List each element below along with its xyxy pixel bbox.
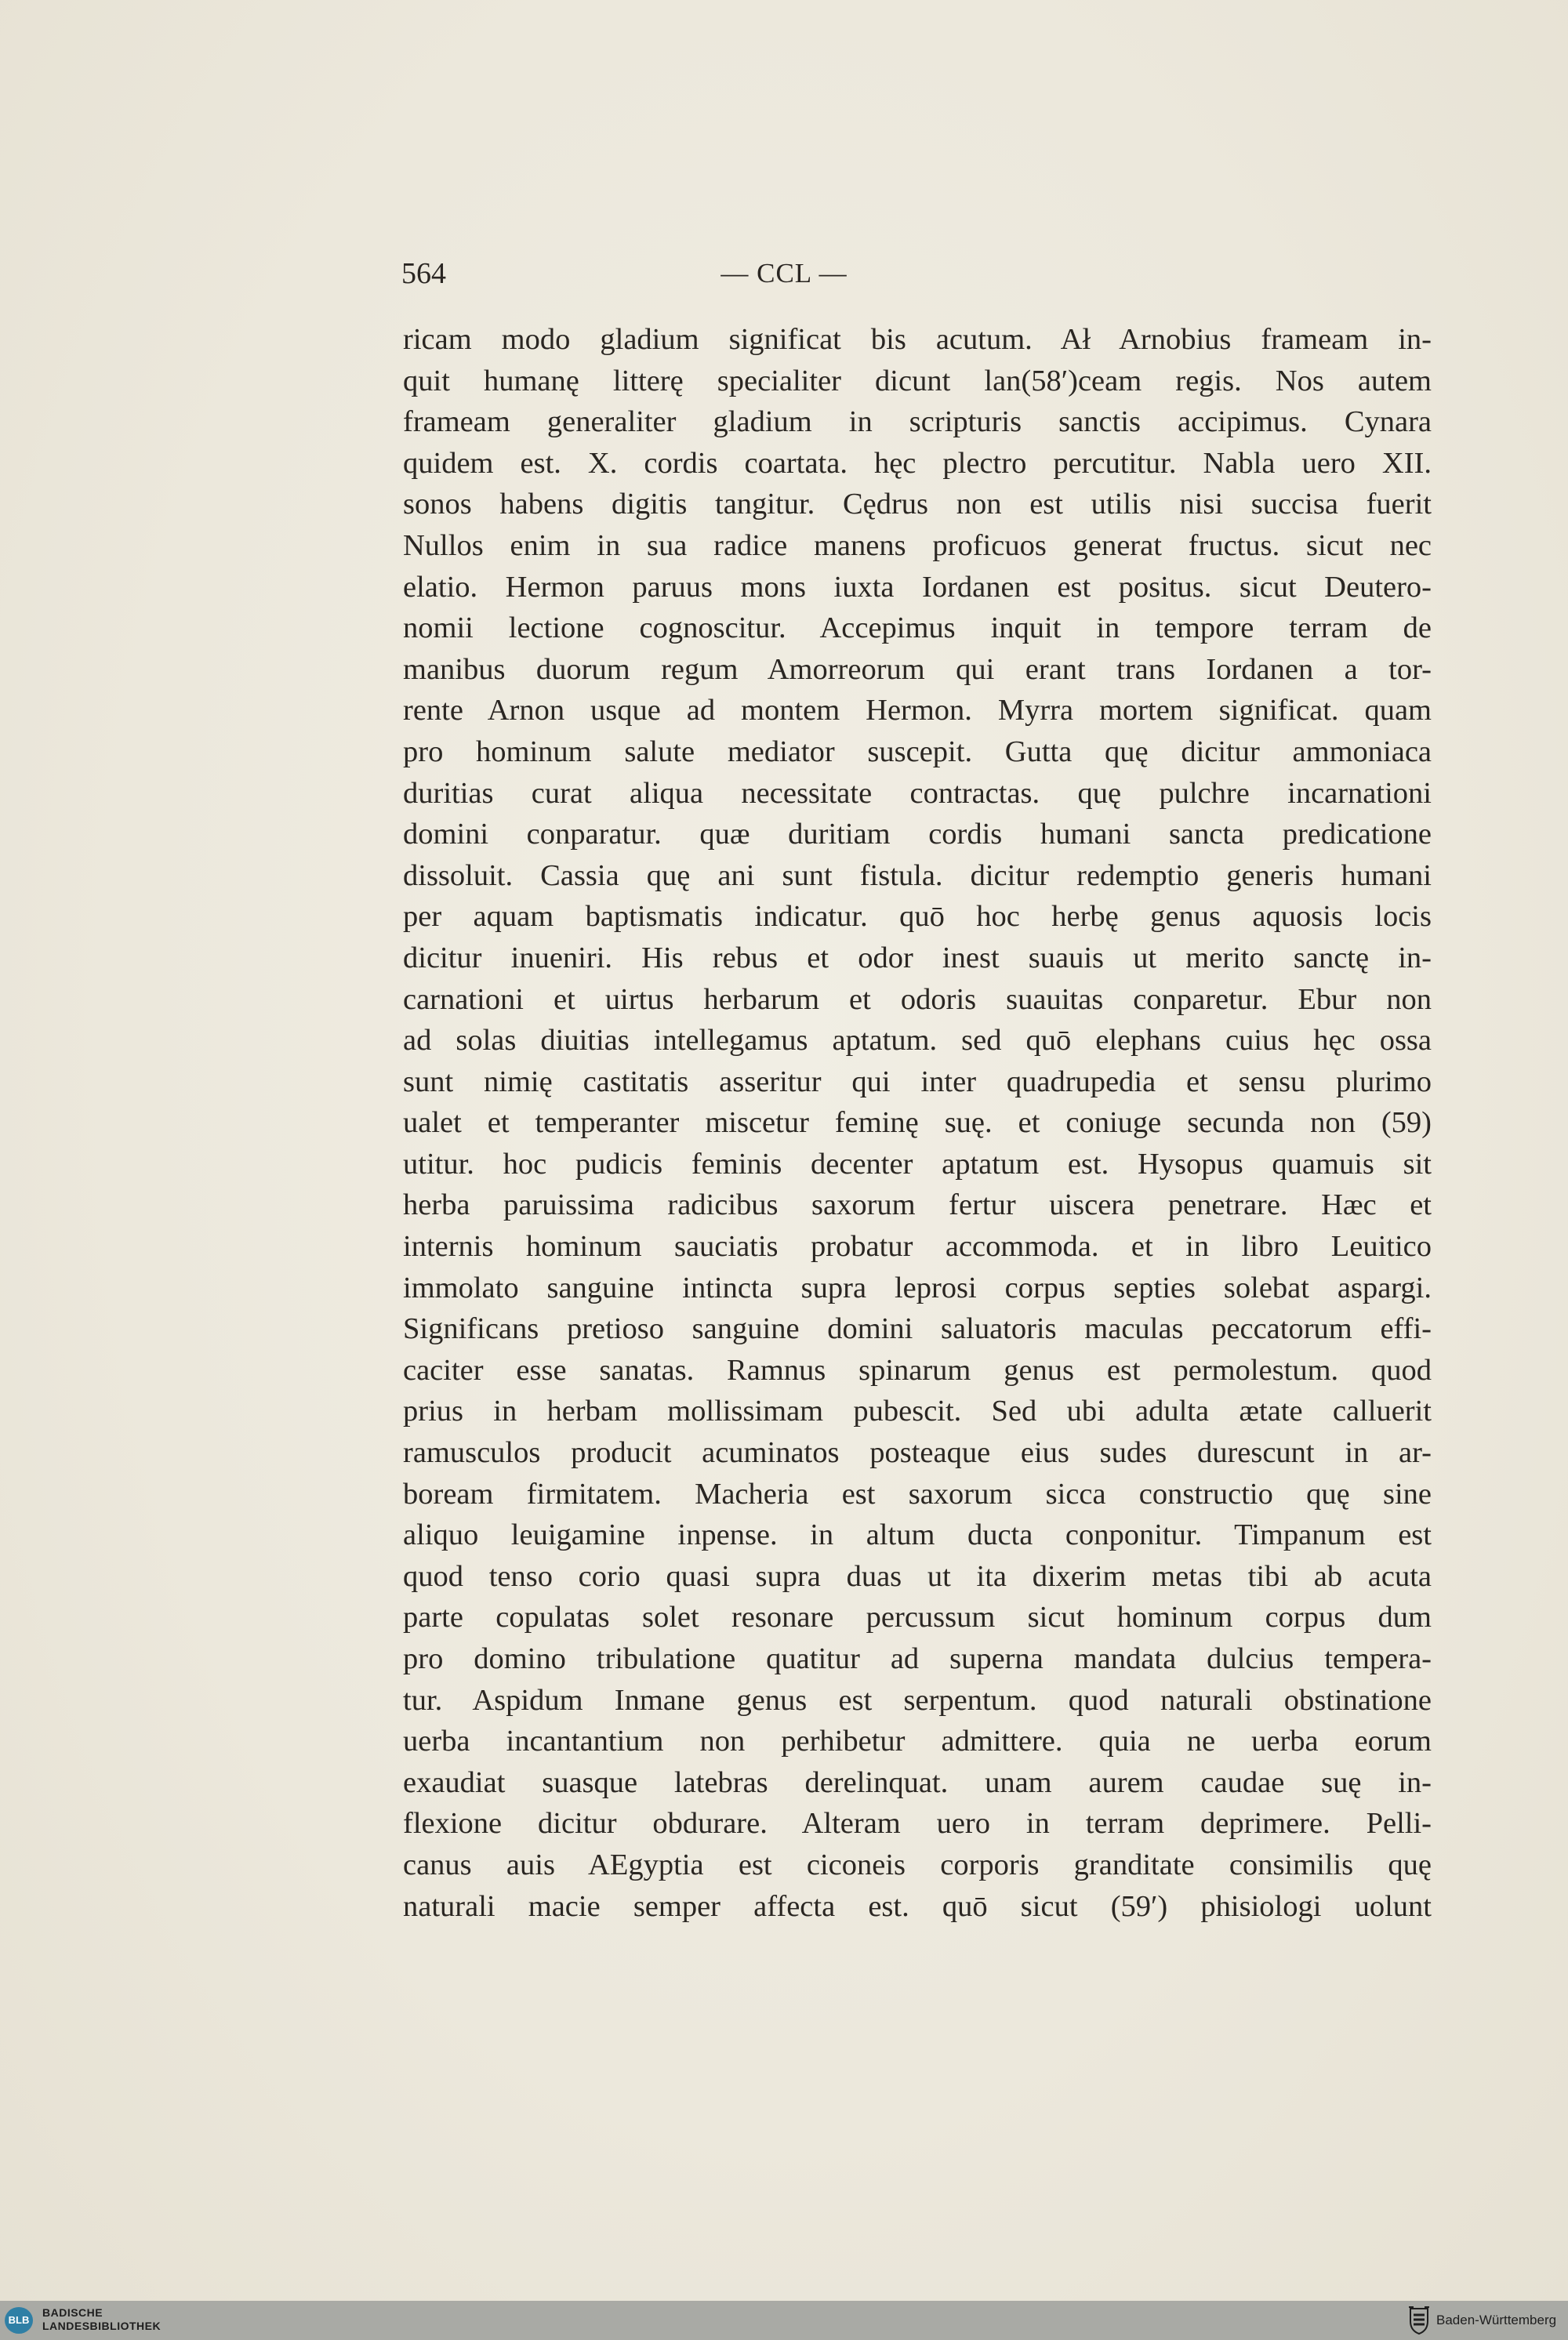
text-line: quit humanę litterę specialiter dicunt lan(58′)ceam regis. Nos autem bbox=[403, 364, 1432, 397]
text-line: herba paruissima radicibus saxorum fertur uiscera penetrare. Hæc et bbox=[403, 1188, 1432, 1222]
library-name-line1: BADISCHE bbox=[42, 2306, 103, 2319]
text-line: dissoluit. Cassia quę ani sunt fistula. dicitur redemptio generis humani bbox=[403, 858, 1432, 892]
text-line: caciter esse sanatas. Ramnus spinarum genus est permolestum. quod bbox=[403, 1353, 1432, 1387]
state-coat-of-arms-icon bbox=[1407, 2306, 1431, 2335]
text-line: tur. Aspidum Inmane genus est serpentum. quod naturali obstinatione bbox=[403, 1683, 1432, 1717]
text-line: ad solas diuitias intellegamus aptatum. sed quō elephans cuius hęc ossa bbox=[403, 1024, 1432, 1058]
text-line: frameam generaliter gladium in scripturis sanctis accipimus. Cynara bbox=[403, 405, 1432, 439]
text-line: prius in herbam mollissimam pubescit. Sed ubi adulta ætate calluerit bbox=[403, 1395, 1432, 1428]
page-number: 564 bbox=[401, 257, 446, 290]
text-line: flexione dicitur obdurare. Alteram uero in terram deprimere. Pelli- bbox=[403, 1807, 1432, 1841]
text-line: ualet et temperanter miscetur feminę suę. et coniuge secunda non (59) bbox=[403, 1106, 1432, 1140]
text-line: dicitur inueniri. His rebus et odor inest suauis ut merito sanctę in- bbox=[403, 941, 1432, 974]
state-name[interactable]: Baden-Württemberg bbox=[1436, 2313, 1557, 2327]
text-line: sonos habens digitis tangitur. Cędrus non est utilis nisi succisa fuerit bbox=[403, 488, 1432, 521]
text-line: sunt nimię castitatis asseritur qui inter quadrupedia et sensu plurimo bbox=[403, 1065, 1432, 1098]
footer-bar bbox=[0, 2301, 1568, 2340]
text-line: ricam modo gladium significat bis acutum. Ał Arnobius frameam in- bbox=[403, 323, 1432, 356]
text-line: quidem est. X. cordis coartata. hęc plectro percutitur. Nabla uero XII. bbox=[403, 446, 1432, 480]
text-line: nomii lectione cognoscitur. Accepimus inquit in tempore terram de bbox=[403, 611, 1432, 645]
text-line: carnationi et uirtus herbarum et odoris suauitas conparetur. Ebur non bbox=[403, 982, 1432, 1016]
text-line: per aquam baptismatis indicatur. quō hoc herbę genus aquosis locis bbox=[403, 900, 1432, 934]
body-text bbox=[403, 319, 1432, 1927]
text-line: pro domino tribulatione quatitur ad superna mandata dulcius tempera- bbox=[403, 1642, 1432, 1675]
blb-logo-icon[interactable]: BLB bbox=[5, 2307, 33, 2334]
text-line: duritias curat aliqua necessitate contractas. quę pulchre incarnationi bbox=[403, 776, 1432, 810]
text-line: manibus duorum regum Amorreorum qui erant trans Iordanen a tor- bbox=[403, 652, 1432, 686]
text-line: parte copulatas solet resonare percussum sicut hominum corpus dum bbox=[403, 1601, 1432, 1634]
text-line: Nullos enim in sua radice manens proficuos generat fructus. sicut nec bbox=[403, 528, 1432, 562]
library-name[interactable] bbox=[42, 2306, 161, 2333]
text-line: internis hominum sauciatis probatur accommoda. et in libro Leuitico bbox=[403, 1230, 1432, 1264]
text-line: aliquo leuigamine inpense. in altum ducta conponitur. Timpanum est bbox=[403, 1518, 1432, 1552]
text-line: boream firmitatem. Macheria est saxorum sicca constructio quę sine bbox=[403, 1477, 1432, 1511]
text-line: domini conparatur. quæ duritiam cordis humani sancta predicatione bbox=[403, 818, 1432, 851]
text-line: canus auis AEgyptia est ciconeis corporis granditate consimilis quę bbox=[403, 1848, 1432, 1881]
text-line: exaudiat suasque latebras derelinquat. unam aurem caudae suę in- bbox=[403, 1765, 1432, 1799]
text-line: elatio. Hermon paruus mons iuxta Iordanen est positus. sicut Deutero- bbox=[403, 570, 1432, 604]
text-line: ramusculos producit acuminatos posteaque eius sudes durescunt in ar- bbox=[403, 1436, 1432, 1470]
text-line: immolato sanguine intincta supra leprosi corpus septies solebat aspargi. bbox=[403, 1271, 1432, 1304]
running-head: — CCL — bbox=[720, 258, 848, 288]
text-line: utitur. hoc pudicis feminis decenter aptatum est. Hysopus quamuis sit bbox=[403, 1147, 1432, 1181]
text-line: uerba incantantium non perhibetur admittere. quia ne uerba eorum bbox=[403, 1725, 1432, 1758]
text-line: rente Arnon usque ad montem Hermon. Myrra mortem significat. quam bbox=[403, 694, 1432, 727]
library-name-line2: LANDESBIBLIOTHEK bbox=[42, 2320, 162, 2332]
text-line: naturali macie semper affecta est. quō sicut (59′) phisiologi uolunt bbox=[403, 1889, 1432, 1923]
text-line: quod tenso corio quasi supra duas ut ita dixerim metas tibi ab acuta bbox=[403, 1559, 1432, 1593]
text-line: Significans pretioso sanguine domini saluatoris maculas peccatorum effi- bbox=[403, 1312, 1432, 1346]
text-line: pro hominum salute mediator suscepit. Gutta quę dicitur ammoniaca bbox=[403, 735, 1432, 768]
